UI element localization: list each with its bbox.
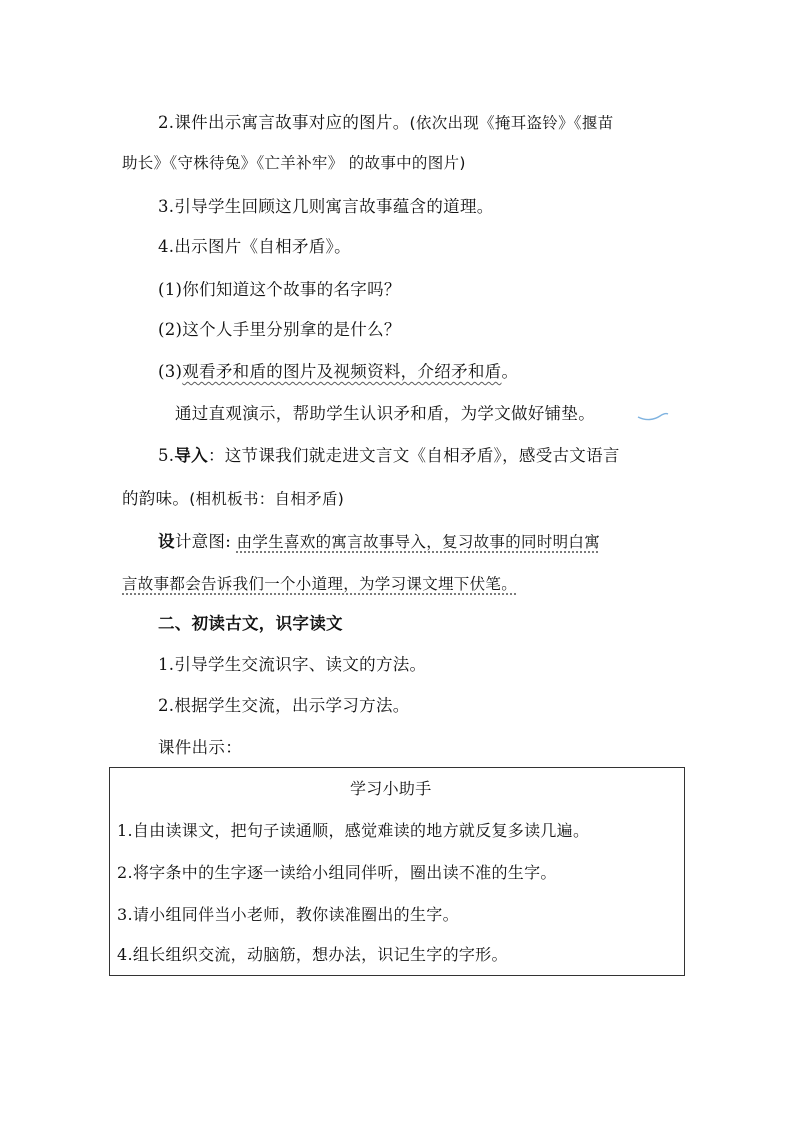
question-3-suffix: 。 [501,362,519,381]
paragraph-introduction-cont [122,488,344,510]
introduction-number: 5. [158,446,175,465]
board-note: (相机板书：自相矛盾) [189,490,345,508]
teaching-note: 通过直观演示，帮助学生认识矛和盾，为学文做好铺垫。 [175,404,595,423]
introduction-text: ：这节课我们就走进文言文《自相矛盾》，感受古文语言 [207,446,620,465]
paragraph-courseware-show: 课件出示： [158,738,242,757]
learning-helper-box [109,767,685,976]
box-title: 学习小助手 [350,779,432,798]
text: 的韵味。 [122,489,190,508]
squiggle-mark [636,408,670,424]
design-intent [158,531,600,553]
box-item: 2.将字条中的生字逐一读给小组同伴听，圈出读不准的生字。 [117,863,557,882]
paragraph-courseware-images-cont: 助长》《守株待兔》《亡羊补牢》 的故事中的图片) [122,154,466,172]
paragraph-show-picture: 4.出示图片《自相矛盾》。 [158,237,351,256]
text: 2.课件出示寓言故事对应的图片。 [158,113,410,132]
design-intent-label-b: 计意图: [174,532,232,551]
section-heading: 二、初读古文，识字读文 [158,614,343,633]
text-kai: (依次出现《掩耳盗铃》《揠苗 [409,114,614,132]
question-2: (2)这个人手里分别拿的是什么？ [158,320,401,339]
paragraph-review-lessons: 3.引导学生回顾这几则寓言故事蕴含的道理。 [158,197,494,216]
design-intent-cont: 言故事都会告诉我们一个小道理，为学习课文埋下伏笔。 [122,575,518,593]
design-intent-text: 由学生喜欢的寓言故事导入，复习故事的同时明白寓 [236,533,601,551]
paragraph-show-methods: 2.根据学生交流，出示学习方法。 [158,696,410,715]
box-item: 3.请小组同伴当小老师，教你读准圈出的生字。 [117,905,459,924]
question-3 [158,361,518,383]
question-3-prefix: (3) [158,362,183,381]
design-intent-label-a: 设 [158,532,175,551]
box-item: 1.自由读课文，把句子读通顺，感觉难读的地方就反复多读几遍。 [117,821,590,840]
question-1: (1)你们知道这个故事的名字吗？ [158,280,401,299]
introduction-label: 导入 [174,446,208,465]
question-3-underlined-text: 观看矛和盾的图片及视频资料，介绍矛和盾 [182,362,502,381]
paragraph-exchange-methods: 1.引导学生交流识字、读文的方法。 [158,655,427,674]
box-item: 4.组长组织交流，动脑筋，想办法，识记生字的字形。 [117,945,508,964]
paragraph-courseware-images [158,112,614,134]
paragraph-introduction [158,445,620,467]
